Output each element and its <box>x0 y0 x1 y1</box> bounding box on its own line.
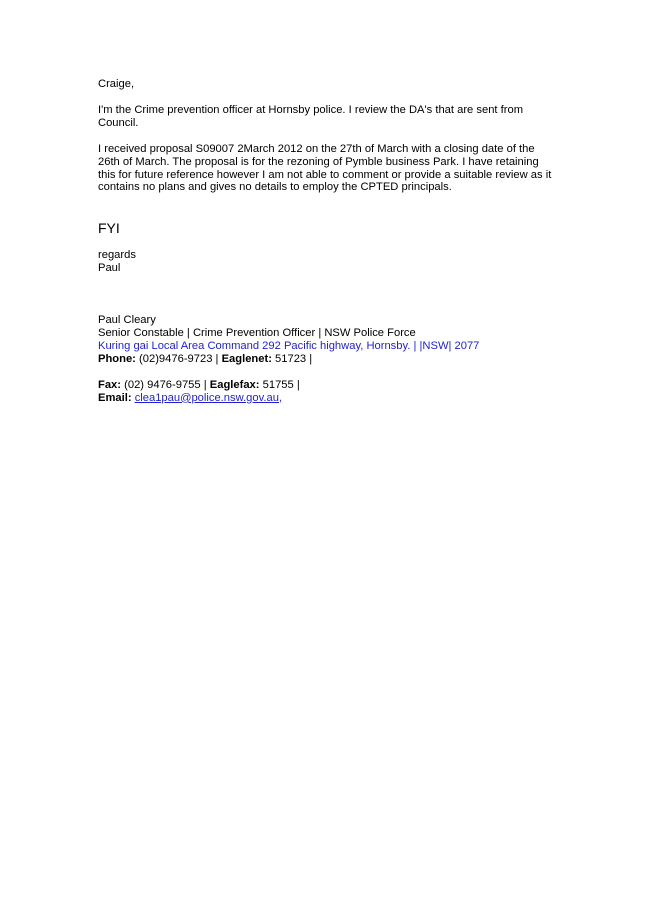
closing-regards: regards <box>98 249 136 262</box>
body-paragraph-intro: I'm the Crime prevention officer at Hornsby police. I review the DA's that are sent from Council. <box>98 103 524 129</box>
greeting: Craige, <box>98 78 135 90</box>
closing-block <box>98 249 558 275</box>
phone-value: (02)9476-9723 | <box>135 352 222 365</box>
eaglenet-value: 51723 | <box>271 352 313 365</box>
signature-block <box>98 314 558 404</box>
email-link[interactable]: clea1pau@police.nsw.gov.au, <box>134 391 283 404</box>
signature-email-line <box>98 392 558 405</box>
closing-sender: Paul <box>98 262 121 275</box>
fax-label: Fax: <box>98 378 122 391</box>
eaglefax-value: 51755 | <box>259 378 300 391</box>
eaglenet-label: Eaglenet: <box>221 352 272 365</box>
signature-fax-line <box>98 379 558 392</box>
email-label: Email: <box>98 391 132 404</box>
signature-spacer <box>98 366 558 379</box>
signature-title: Senior Constable | Crime Prevention Officer | NSW Police Force <box>98 327 416 340</box>
signature-name: Paul Cleary <box>98 314 156 327</box>
fax-value: (02) 9476-9755 | <box>121 378 210 391</box>
eaglefax-label: Eaglefax: <box>209 378 260 391</box>
body-paragraph-proposal: I received proposal S09007 2March 2012 on the 27th of March with a closing date of the 26th of March. The proposal is for the rezoning of Pymble business Park. I have retaining this for future reference however I am not able to comment or provide a suitable review as it contains no plans and gives no details to employ the CPTED principals. <box>98 142 552 194</box>
signature-phone-line <box>98 353 558 366</box>
email-document <box>98 78 558 405</box>
fyi-note: FYI <box>98 220 120 237</box>
phone-label: Phone: <box>98 352 136 365</box>
signature-address: Kuring gai Local Area Command 292 Pacific highway, Hornsby. | |NSW| 2077 <box>98 339 480 352</box>
